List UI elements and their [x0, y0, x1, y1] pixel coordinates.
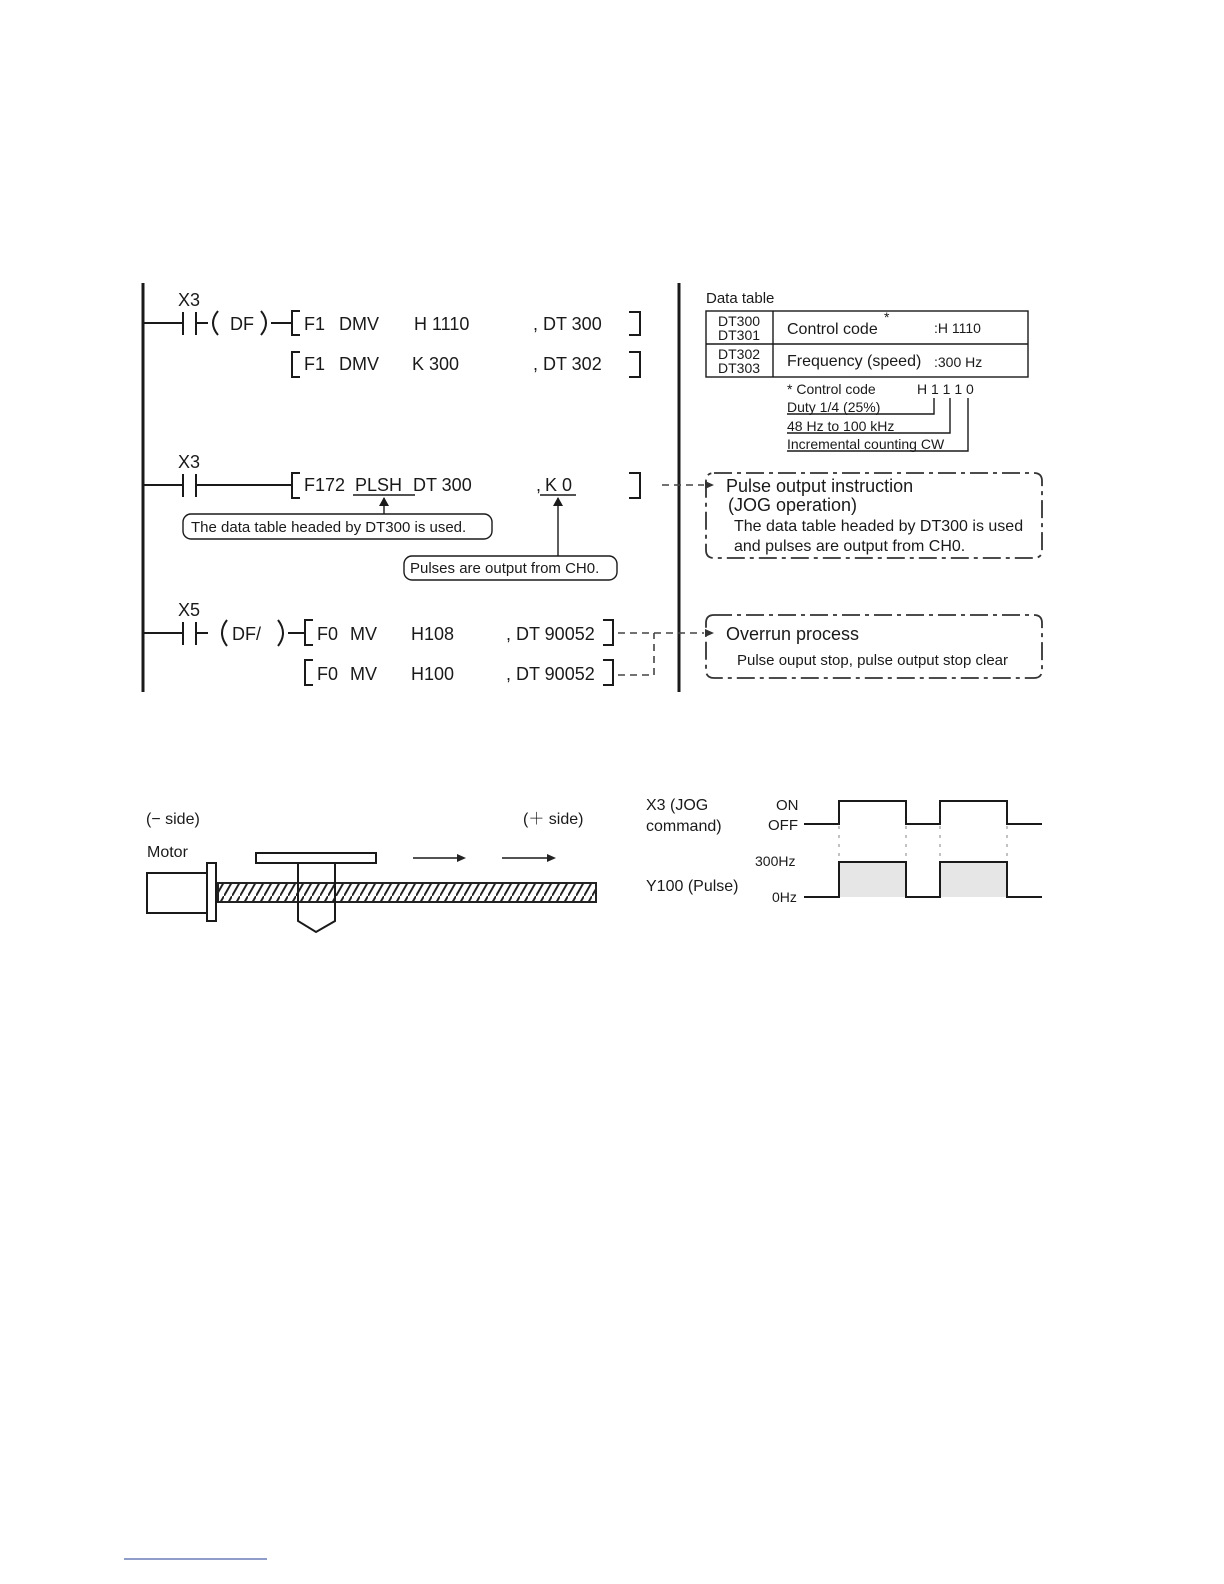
inst-src: K 300	[412, 354, 460, 374]
hz0-label: 0Hz	[772, 889, 797, 905]
pulse-note-subtitle: (JOG operation)	[728, 495, 858, 515]
inst-dst: , DT 90052	[506, 664, 595, 684]
contact-label-x3: X3	[178, 290, 201, 310]
df-left-paren	[213, 311, 218, 335]
ball-screw-mechanism	[146, 811, 596, 932]
instruction-bracket-left	[292, 311, 300, 335]
rung-1	[143, 290, 640, 377]
inst-op: MV	[350, 664, 377, 684]
pulse-note-box	[706, 473, 1042, 558]
callout-channel: Pulses are output from CH0.	[410, 560, 600, 577]
inst-op: MV	[350, 624, 377, 644]
overrun-note-box	[706, 615, 1042, 678]
df-right-paren	[278, 620, 283, 646]
row-name: Control code	[787, 321, 878, 338]
contact-label-x3: X3	[178, 452, 201, 472]
inst-src: H100	[411, 664, 455, 684]
df-right-paren	[261, 311, 266, 335]
y100-label: Y100 (Pulse)	[646, 878, 739, 895]
leader-line-overrun-2	[618, 633, 654, 675]
inst-dst: ,	[536, 475, 542, 495]
reg-dt303: DT303	[718, 360, 761, 376]
arrow-head	[553, 497, 563, 506]
motor-flange	[207, 863, 216, 921]
motor-label: Motor	[147, 844, 188, 861]
row-value: :300 Hz	[934, 354, 983, 370]
pulse-note-title: Pulse output instruction	[726, 476, 914, 496]
control-code-value: H 1 1 1 0	[917, 381, 974, 397]
inst-fn: F1	[304, 314, 326, 334]
pulse-note-line: The data table headed by DT300 is used	[734, 518, 1024, 535]
instruction-bracket-left	[292, 473, 300, 498]
rung-2	[143, 452, 640, 580]
control-code-item: Incremental counting CW	[787, 436, 945, 452]
motor-body	[147, 873, 207, 913]
df-label: DF/	[232, 624, 261, 644]
pulse-area	[940, 862, 1007, 897]
instruction-bracket-right	[629, 312, 640, 335]
instruction-bracket-right	[603, 620, 613, 645]
pulse-note-line: and pulses are output from CH0.	[734, 538, 966, 555]
inst-op: PLSH	[355, 475, 403, 495]
inst-op: DMV	[339, 354, 379, 374]
control-code-item: Duty 1/4 (25%)	[787, 399, 881, 415]
df-label: DF	[230, 314, 254, 334]
inst-dst: , DT 302	[533, 354, 602, 374]
lead-screw	[218, 883, 596, 902]
df-left-paren	[222, 620, 227, 646]
row-name: Frequency (speed)	[787, 353, 922, 370]
callout-data-table: The data table headed by DT300 is used.	[191, 519, 467, 536]
contact-label-x5: X5	[178, 600, 201, 620]
off-label: OFF	[768, 817, 798, 834]
row-value: :H 1110	[934, 320, 981, 336]
timing-chart	[646, 797, 1042, 905]
inst-src: DT 300	[413, 475, 472, 495]
plus-side-label: (＋ side)	[523, 811, 584, 828]
inst-fn: F0	[317, 664, 339, 684]
inst-channel: K 0	[545, 475, 573, 495]
pulse-area	[839, 862, 906, 897]
y100-waveform	[804, 862, 1042, 897]
overrun-note-title: Overrun process	[726, 624, 860, 644]
minus-side-label: (− side)	[146, 811, 200, 828]
x3-label: X3 (JOG	[646, 797, 709, 814]
reg-dt300: DT300	[718, 313, 761, 329]
instruction-bracket-left	[305, 660, 313, 685]
instruction-bracket-left	[292, 352, 300, 377]
instruction-bracket-right	[629, 352, 640, 377]
inst-fn: F172	[304, 475, 346, 495]
reg-dt302: DT302	[718, 346, 761, 362]
inst-dst: , DT 90052	[506, 624, 595, 644]
table-plate	[256, 853, 376, 863]
inst-dst: , DT 300	[533, 314, 602, 334]
inst-op: DMV	[339, 314, 379, 334]
data-table	[706, 290, 1028, 452]
arrow-head	[379, 497, 389, 506]
inst-fn: F1	[304, 354, 326, 374]
inst-src: H108	[411, 624, 455, 644]
x3-waveform	[804, 801, 1042, 824]
data-table-title: Data table	[706, 290, 775, 307]
inst-src: H 1110	[414, 314, 470, 334]
reg-dt301: DT301	[718, 327, 761, 343]
rung-3	[143, 600, 613, 685]
instruction-bracket-left	[305, 620, 313, 645]
hz300-label: 300Hz	[755, 853, 796, 869]
on-label: ON	[776, 797, 799, 814]
overrun-note-line: Pulse ouput stop, pulse output stop clear	[737, 652, 1009, 669]
control-code-item: 48 Hz to 100 kHz	[787, 418, 895, 434]
ladder-program	[143, 283, 714, 692]
inst-fn: F0	[317, 624, 339, 644]
instruction-bracket-right	[603, 660, 613, 685]
x3-label: command)	[646, 818, 722, 835]
row-star: *	[884, 309, 890, 325]
control-code-label: * Control code	[787, 381, 876, 397]
instruction-bracket-right	[629, 473, 640, 498]
